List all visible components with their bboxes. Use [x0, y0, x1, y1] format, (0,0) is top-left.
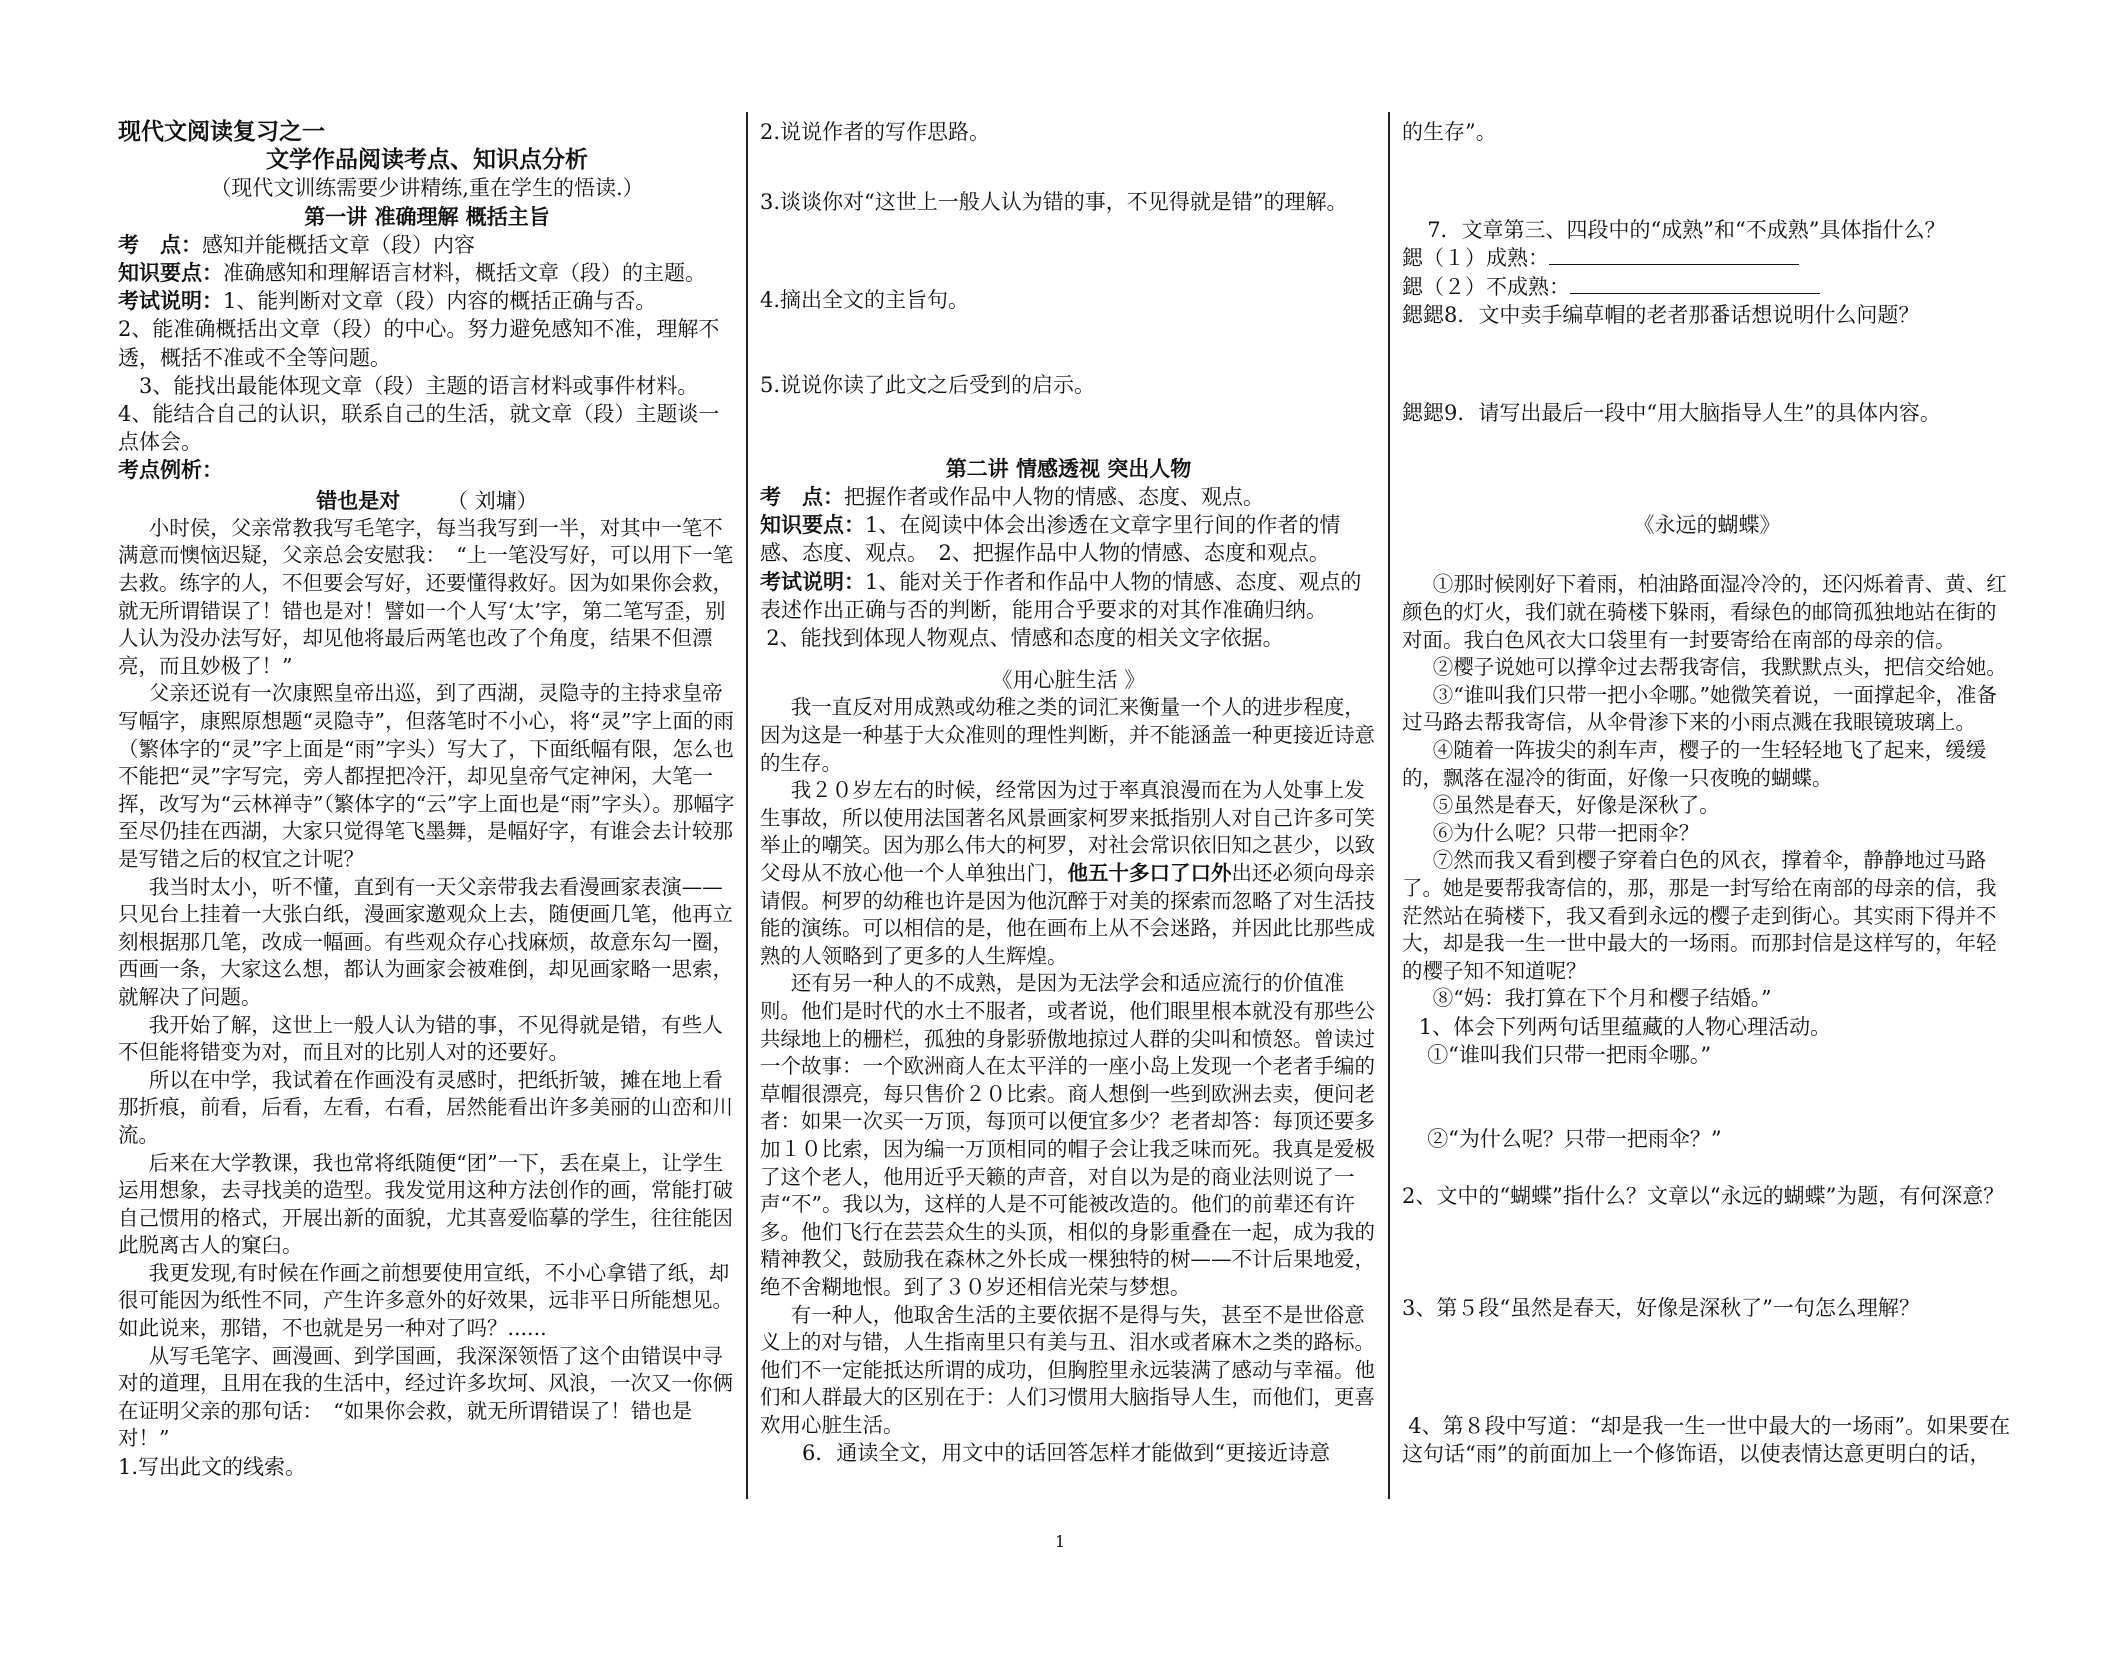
question-1b: ②“为什么呢？只带一把雨伞？” — [1427, 1127, 1722, 1152]
article-body — [118, 515, 736, 1453]
doc-heading: 现代文阅读复习之一 — [118, 118, 325, 145]
article-title: 错也是对 — [316, 487, 401, 513]
shuoming-1: 1、能对关于作者和作品中人物的情感、态度、观点的表述作出正确与否的判断，能用合乎要求的对其作准确归纳。 — [760, 569, 1362, 622]
zhishi-label: 知识要点： — [118, 260, 223, 286]
question-6: 6．通读全文，用文中的话回答怎样才能做到“更接近诗意 — [802, 1441, 1331, 1466]
article-paragraph: 我一直反对用成熟或幼稚之类的词汇来衡量一个人的进步程度，因为这是一种基于大众准则的理性判断，并不能涵盖一种更接近诗意的生存。 — [760, 695, 1375, 775]
article-paragraph: ③“谁叫我们只带一把小伞哪。”她微笑着说，一面撑起伞，准备过马路去帮我寄信，从伞骨渗下来的小雨点溅在我眼镜玻璃上。 — [1402, 682, 1997, 735]
article-body — [1402, 571, 2012, 1013]
kaodian-text: 把握作者或作品中人物的情感、态度、观点。 — [844, 485, 1264, 510]
shuoming-2: 2、能找到体现人物观点、情感和态度的相关文字依据。 — [766, 626, 1284, 651]
article-paragraph: 所以在中学，我试着在作画没有灵感时，把纸折皱，摊在地上看那折痕，前看，后看，左看，右看，居然能看出许多美丽的山峦和川流。 — [118, 1067, 733, 1147]
question-1a: ①“谁叫我们只带一把雨伞哪。” — [1427, 1043, 1712, 1068]
column-3 — [1402, 118, 2012, 1499]
question-7b — [1402, 273, 2012, 301]
article-author: （ 刘墉） — [447, 488, 538, 513]
kaodian-label: 考 点： — [118, 231, 202, 257]
article-paragraph: ①那时候刚好下着雨，柏油路面湿冷冷的，还闪烁着青、黄、红颜色的灯火，我们就在骑楼下躲雨，看绿色的邮筒孤独地站在街的对面。我白色风衣大口袋里有一封要寄给在南部的母亲的信。 — [1402, 572, 2007, 652]
article-paragraph: ⑧“妈：我打算在下个月和樱子结婚。” — [1432, 986, 1772, 1011]
question-1: 1、体会下列两句话里蕴藏的人物心理活动。 — [1418, 1014, 1832, 1039]
article-title: 《用心脏生活 》 — [991, 668, 1146, 693]
question-3: 3、第５段“虽然是春天，好像是深秋了”一句怎么理解？ — [1402, 1295, 1920, 1320]
column-divider — [746, 112, 748, 1499]
article-paragraph: 我更发现,有时候在作画之前想要使用宣纸，不小心拿错了纸，却很可能因为纸性不同，产生许多意外的好效果，远非平日所能想见。 — [118, 1260, 733, 1313]
question-4: 4.摘出全文的主旨句。 — [760, 288, 970, 313]
shuoming-label: 考试说明： — [118, 288, 223, 314]
article-paragraph: ②樱子说她可以撑伞过去帮我寄信，我默默点头，把信交给她。 — [1432, 655, 2007, 680]
article-paragraph: 还有另一种人的不成熟，是因为无法学会和适应流行的价值准则。他们是时代的水土不服者，或者说，他们眼里根本就没有那些公共绿地上的栅栏，孤独的身影骄傲地掠过人群的尖叫和愤怒。曾读过一个故事：一个欧洲商人在太平洋的一座小岛上发现一个老者手编的草帽很漂亮，每只售价２０比索。商人想倒一些到欧洲去卖，便问老者：如果一次买一万顶，每顶可以便宜多少？老者却答：每顶还要多加１０比索，因为编一万顶相同的帽子会让我乏味而死。我真是爱极了这个老人，他用近乎天籁的声音，对自以为是的商业法则说了一声“不”。我以为，这样的人是不可能被改造的。他们的前辈还有许多。他们飞行在芸芸众生的头顶，相似的身影重叠在一起，成为我的精神教父，鼓励我在森林之外长成一棵独特的树——不计后果地爱，绝不舍糊地恨。到了３０岁还相信光荣与梦想。 — [760, 971, 1375, 1299]
question-2: 2.说说作者的写作思路。 — [760, 120, 991, 144]
kaodian-label: 考 点： — [760, 484, 844, 510]
lecture-2-title: 第二讲 情感透视 突出人物 — [945, 455, 1192, 481]
page-number: 1 — [1055, 1532, 1066, 1551]
column-1 — [118, 118, 736, 1499]
article-title-line — [118, 487, 736, 515]
shuoming-2: 2、能准确概括出文章（段）的中心。努力避免感知不准，理解不透，概括不准或不全等问题。 — [118, 317, 720, 370]
shuoming-1: 1、能判断对文章（段）内容的概括正确与否。 — [223, 289, 657, 314]
article-paragraph: 如此说来，那错，不也就是另一种对了吗？...... — [118, 1316, 547, 1341]
zhishi-line — [118, 259, 736, 287]
zhishi-line — [760, 511, 1377, 567]
doc-title: 文学作品阅读考点、知识点分析 — [266, 146, 588, 174]
zhishi-label: 知识要点： — [760, 512, 865, 538]
lecture-1-title: 第一讲 准确理解 概括主旨 — [304, 203, 550, 229]
article-paragraph: 从写毛笔字、画漫画、到学国画，我深深领悟了这个由错误中寻对的道理，且用在我的生活中，经过许多坎坷、风浪，一次又一你俩在证明父亲的那句话： “如果你会救，就无所谓错误了！错也是对！” — [118, 1343, 733, 1451]
question-9: 鍶鍶9．请写出最后一段中“用大脑指导人生”的具体内容。 — [1402, 401, 1941, 426]
question-3: 3.谈谈你对“这世上一般人认为错的事，不见得就是错”的理解。 — [760, 190, 1348, 215]
answer-blank[interactable] — [1549, 244, 1799, 265]
question-8: 鍶鍶8．文中卖手编草帽的老者那番话想说明什么问题？ — [1402, 302, 1920, 327]
question-6-continued: 的生存”。 — [1402, 120, 1497, 144]
shuoming-line — [118, 287, 736, 315]
article-body — [760, 694, 1377, 1439]
column-2 — [760, 118, 1377, 1499]
paragraph-text: 我２０岁左右的时候，经常因为过于率真浪漫而在为人处事上发生事故，所以使用法国著名风景画家柯罗来抵指别人对自己许多可笑举止的嘲笑。因为那么伟大的柯罗，对社会常识依旧知之甚少，以致父母从不放心他一个人单独出门， — [760, 778, 1375, 885]
paragraph-text-bold: 他五十多口了口外 — [1067, 861, 1232, 885]
article-paragraph: 我开始了解，这世上一般人认为错的事，不见得就是错，有些人不但能将错变为对，而且对的比别人对的还要好。 — [118, 1012, 723, 1065]
zhishi-text: 1、在阅读中体会出渗透在文章字里行间的作者的情感、态度、观点。 2、把握作品中人物的情感、态度和观点。 — [760, 513, 1341, 566]
article-paragraph: ⑦然而我又看到樱子穿着白色的风衣，撑着伞，静静地过马路了。她是要帮我寄信的，那，那是一封写给在南部的母亲的信，我茫然站在骑楼下，我又看到永远的樱子走到街心。其实雨下得并不大，却是我一生一世中最大的一场雨。而那封信是这样写的，年轻的樱子知不知道呢？ — [1402, 848, 1997, 983]
shuoming-line — [760, 568, 1377, 624]
question-7a-label: 鍶（１）成熟： — [1402, 246, 1549, 271]
question-5: 5.说说你读了此文之后受到的启示。 — [760, 372, 1096, 397]
kaodian-text: 感知并能概括文章（段）内容 — [202, 232, 475, 257]
shuoming-label: 考试说明： — [760, 568, 865, 594]
article-title: 《永远的蝴蝶》 — [1633, 513, 1781, 538]
article-paragraph: ⑥为什么呢？只带一把雨伞？ — [1432, 820, 1700, 845]
kaodian-line — [118, 231, 736, 259]
paragraph-text: 出还必须向母亲请假。柯罗的幼稚也许是因为他沉醉于对美的探索而忽略了对生活技能的演练。可以相信的是，他在画布上从不会迷路，并因此比那些成熟的人领略到了更多的人生辉煌。 — [760, 861, 1375, 968]
article-paragraph: 有一种人，他取舍生活的主要依据不是得与失，甚至不是世俗意义上的对与错，人生指南里只有美与丑、泪水或者麻木之类的路标。他们不一定能抵达所谓的成功，但胸腔里永远装满了感动与幸福。他们和人群最大的区别在于：人们习惯用大脑指导人生，而他们，更喜欢用心脏生活。 — [760, 1302, 1375, 1437]
zhishi-text: 准确感知和理解语言材料，概括文章（段）的主题。 — [223, 261, 706, 286]
shuoming-4: 4、能结合自己的认识，联系自己的生活，就文章（段）主题谈一点体会。 — [118, 402, 720, 455]
doc-subtitle: （现代文训练需要少讲精练,重在学生的悟读.） — [210, 176, 644, 201]
shuoming-3: 3、能找出最能体现文章（段）主题的语言材料或事件材料。 — [139, 373, 699, 398]
question-7b-label: 鍶（２）不成熟： — [1402, 274, 1570, 299]
article-paragraph: 我当时太小，听不懂，直到有一天父亲带我去看漫画家表演——只见台上挂着一大张白纸，漫画家邀观众上去，随便画几笔，他再立刻根据那几笔，改成一幅画。有些观众存心找麻烦，故意东勾一圈，西画一条，大家这么想，都认为画家会被难倒，却见画家略一思索，就解决了问题。 — [118, 874, 733, 1009]
article-paragraph: ④随着一阵拔尖的刹车声，樱子的一生轻轻地飞了起来，缓缓的，飘落在湿冷的街面，好像一只夜晚的蝴蝶。 — [1402, 737, 1987, 790]
question-7a — [1402, 244, 2012, 272]
question-7: 7．文章第三、四段中的“成熟”和“不成熟”具体指什么？ — [1427, 218, 1946, 243]
kaodian-line — [760, 483, 1377, 511]
question-2: 2、文中的“蝴蝶”指什么？文章以“永远的蝴蝶”为题，有何深意？ — [1402, 1183, 2005, 1208]
question-4: 4、第８段中写道：“却是我一生一世中最大的一场雨”。如果要在这句话“雨”的前面加上一个修饰语，以使表情达意更明白的话， — [1402, 1413, 2011, 1467]
example-label: 考点例析： — [118, 457, 223, 483]
article-paragraph: 后来在大学教课，我也常将纸随便“团”一下，丢在桌上，让学生运用想象，去寻找美的造型。我发觉用这种方法创作的画，常能打破自己惯用的格式，开展出新的面貌，尤其喜爱临摹的学生，往往能因此脱离古人的窠臼。 — [118, 1150, 733, 1258]
article-paragraph — [760, 777, 1377, 970]
article-paragraph: 父亲还说有一次康熙皇帝出巡，到了西湖，灵隐寺的主持求皇帝写幅字，康熙原想题“灵隐寺”，但落笔时不小心，将“灵”字上面的雨（繁体字的“灵”字上面是“雨”字头）写大了，下面纸幅有限，怎么也不能把“灵”字写完，旁人都捏把冷汗，却见皇帝气定神闲，大笔一挥，改写为“云林禅寺”（繁体字的“云”字上面也是“雨”字头）。那幅字至尽仍挂在西湖，大家只觉得笔飞墨舞，是幅好字，有谁会去计较那是写错之后的权宜之计呢？ — [118, 681, 735, 871]
article-paragraph: ⑤虽然是春天，好像是深秋了。 — [1432, 793, 1720, 818]
question-1: 1.写出此文的线索。 — [118, 1455, 307, 1480]
column-divider — [1388, 112, 1390, 1499]
answer-blank[interactable] — [1570, 273, 1820, 294]
article-paragraph: 小时侯，父亲常教我写毛笔字，每当我写到一半，对其中一笔不满意而懊恼迟疑，父亲总会安慰我： “上一笔没写好，可以用下一笔去救。练字的人，不但要会写好，还要懂得救好。因为如果你会救，就无所谓错误了！错也是对！譬如一个人写‘太’字，第二笔写歪，别人认为没办法写好，却见他将最后两笔也改了个角度，结果不但漂亮，而且妙极了！” — [118, 515, 734, 678]
